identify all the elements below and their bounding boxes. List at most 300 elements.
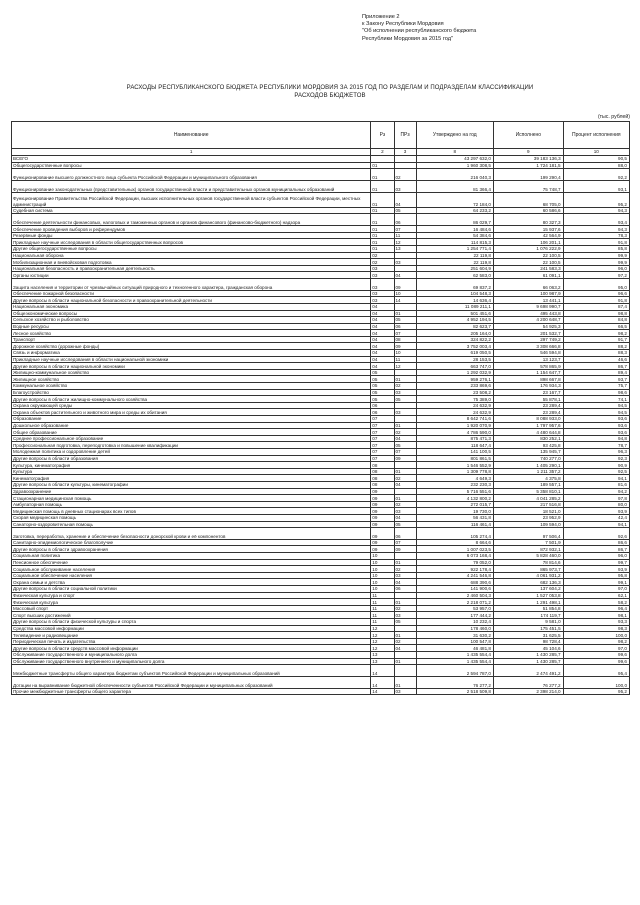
row-executed-cell: 872 932,1 <box>493 546 563 553</box>
row-name-cell: Физическая культура <box>12 599 371 606</box>
row-pr-cell: 02 <box>394 383 416 390</box>
table-row <box>12 169 630 181</box>
table-row <box>12 462 630 469</box>
row-percent-cell: 94,8 <box>563 435 629 442</box>
table-row <box>12 429 630 436</box>
row-executed-cell: 4 375,8 <box>493 475 563 482</box>
row-percent-cell: 95,2 <box>563 688 629 695</box>
row-approved-cell: 4 952 194,5 <box>416 317 493 324</box>
appendix-line: "Об исполнении республиканского бюджета <box>362 28 477 35</box>
row-pr-cell <box>394 651 416 658</box>
row-approved-cell: 501 451,6 <box>416 310 493 317</box>
row-percent-cell: 96,3 <box>563 448 629 455</box>
row-executed-cell: 1 405 290,1 <box>493 462 563 469</box>
row-approved-cell: 1 309 778,8 <box>416 468 493 475</box>
row-executed-cell: 106 201,1 <box>493 239 563 246</box>
row-percent-cell: 91,8 <box>563 239 629 246</box>
row-pr-cell <box>394 162 416 169</box>
row-pr-cell <box>394 488 416 495</box>
table-row <box>12 566 630 573</box>
table-row <box>12 162 630 169</box>
row-executed-cell: 174 119,7 <box>493 612 563 619</box>
table-row <box>12 488 630 495</box>
row-rz-cell: 01 <box>371 169 394 181</box>
row-name-cell: Обеспечение проведения выборов и референдумов <box>12 226 371 233</box>
row-approved-cell: 1 292 032,9 <box>416 369 493 376</box>
table-row <box>12 317 630 324</box>
row-name-cell: Дошкольное образование <box>12 422 371 429</box>
row-executed-cell: 137 604,2 <box>493 586 563 593</box>
table-row <box>12 369 630 376</box>
row-percent-cell: 95,8 <box>563 572 629 579</box>
row-approved-cell: 2 218 071,2 <box>416 599 493 606</box>
row-executed-cell: 1 724 181,5 <box>493 162 563 169</box>
table-header-row <box>12 122 630 149</box>
row-rz-cell: 01 <box>371 232 394 239</box>
row-rz-cell: 12 <box>371 638 394 645</box>
row-approved-cell: 24 632,9 <box>416 402 493 409</box>
table-row <box>12 330 630 337</box>
row-rz-cell: 09 <box>371 514 394 521</box>
table-row <box>12 214 630 226</box>
row-rz-cell: 11 <box>371 605 394 612</box>
row-name-cell: Обслуживание государственного и муниципального долга <box>12 651 371 658</box>
row-percent-cell: 84,8 <box>563 317 629 324</box>
table-row <box>12 232 630 239</box>
row-percent-cell: 93,9 <box>563 566 629 573</box>
row-percent-cell: 96,6 <box>563 290 629 297</box>
row-rz-cell: 07 <box>371 435 394 442</box>
table-row <box>12 310 630 317</box>
units-label: (тыс. рублей) <box>597 114 630 120</box>
row-approved-cell: 53 957,0 <box>416 605 493 612</box>
row-approved-cell: 81 366,4 <box>416 180 493 192</box>
row-percent-cell: 93,6 <box>563 416 629 423</box>
row-approved-cell: 22 119,8 <box>416 259 493 266</box>
row-executed-cell: 189 557,1 <box>493 481 563 488</box>
row-approved-cell: 324 822,2 <box>416 336 493 343</box>
row-name-cell: Амбулаторная помощь <box>12 501 371 508</box>
row-executed-cell: 241 583,3 <box>493 265 563 272</box>
row-executed-cell: 578 865,9 <box>493 363 563 370</box>
row-percent-cell: 74,1 <box>563 396 629 403</box>
column-number: 1 <box>12 149 371 156</box>
row-name-cell: Скорая медицинская помощь <box>12 514 371 521</box>
table-row <box>12 265 630 272</box>
table-row <box>12 619 630 626</box>
row-pr-cell: 05 <box>394 317 416 324</box>
row-pr-cell: 06 <box>394 586 416 593</box>
row-name-cell: Прикладные научные исследования в области общегосударственных вопросов <box>12 239 371 246</box>
appendix-line: Республики Мордовия за 2015 год" <box>362 35 454 42</box>
row-percent-cell: 90,5 <box>563 156 629 163</box>
row-percent-cell: 88,3 <box>563 350 629 357</box>
row-approved-cell: 72 184,0 <box>416 192 493 207</box>
header-pr: ПРз <box>394 122 416 149</box>
row-executed-cell: 13 441,1 <box>493 297 563 304</box>
row-pr-cell <box>394 265 416 272</box>
row-approved-cell: 28 153,5 <box>416 356 493 363</box>
row-rz-cell: 13 <box>371 651 394 658</box>
row-approved-cell: 141 100,5 <box>416 448 493 455</box>
row-approved-cell: 22 119,8 <box>416 252 493 259</box>
row-percent-cell: 88,2 <box>563 343 629 350</box>
row-executed-cell: 740 277,0 <box>493 455 563 462</box>
row-approved-cell: 10 232,4 <box>416 619 493 626</box>
row-pr-cell: 04 <box>394 514 416 521</box>
row-pr-cell: 01 <box>394 559 416 566</box>
row-name-cell: Сельское хозяйство и рыболовство <box>12 317 371 324</box>
row-percent-cell: 94,1 <box>563 521 629 528</box>
table-row <box>12 442 630 449</box>
row-approved-cell: 1 920 070,9 <box>416 422 493 429</box>
row-percent-cell: 92,3 <box>563 455 629 462</box>
row-percent-cell: 96,0 <box>563 265 629 272</box>
row-executed-cell: 23 167,7 <box>493 389 563 396</box>
table-row <box>12 356 630 363</box>
row-executed-cell: 1 527 053,8 <box>493 592 563 599</box>
row-rz-cell: 08 <box>371 481 394 488</box>
row-name-cell: Образование <box>12 416 371 423</box>
table-row <box>12 521 630 528</box>
row-approved-cell: 76 277,2 <box>416 676 493 688</box>
row-name-cell: Функционирование законодательных (представительных) органов государственной власти и представительных органов муниципальных образований <box>12 180 371 192</box>
row-executed-cell: 22 100,5 <box>493 252 563 259</box>
table-row <box>12 402 630 409</box>
row-percent-cell: 93,6 <box>563 429 629 436</box>
row-approved-cell: 64 233,2 <box>416 207 493 214</box>
row-pr-cell <box>394 462 416 469</box>
row-executed-cell: 55 878,1 <box>493 396 563 403</box>
row-name-cell: Дорожное хозяйство (дорожные фонды) <box>12 343 371 350</box>
table-row <box>12 245 630 252</box>
table-row <box>12 422 630 429</box>
row-pr-cell: 04 <box>394 192 416 207</box>
row-executed-cell: 2 398 214,0 <box>493 688 563 695</box>
row-rz-cell: 02 <box>371 252 394 259</box>
table-row <box>12 409 630 416</box>
row-executed-cell: 51 854,8 <box>493 605 563 612</box>
row-percent-cell: 97,0 <box>563 586 629 593</box>
row-percent-cell: 95,0 <box>563 278 629 290</box>
row-executed-cell: 217 516,8 <box>493 501 563 508</box>
row-pr-cell <box>394 625 416 632</box>
table-row <box>12 323 630 330</box>
row-rz-cell: 04 <box>371 303 394 310</box>
row-rz-cell: 03 <box>371 265 394 272</box>
row-rz-cell: 04 <box>371 350 394 357</box>
row-rz-cell: 09 <box>371 539 394 546</box>
row-rz-cell: 02 <box>371 259 394 266</box>
row-executed-cell: 98 728,4 <box>493 638 563 645</box>
row-approved-cell: 233 869,6 <box>416 383 493 390</box>
row-executed-cell: 199 290,4 <box>493 169 563 181</box>
row-pr-cell: 14 <box>394 297 416 304</box>
row-percent-cell: 93,1 <box>563 180 629 192</box>
row-executed-cell: 23 289,4 <box>493 409 563 416</box>
table-row <box>12 239 630 246</box>
row-rz-cell: 10 <box>371 579 394 586</box>
row-executed-cell: 80 327,3 <box>493 214 563 226</box>
row-rz-cell: 01 <box>371 245 394 252</box>
row-executed-cell: 61 091,1 <box>493 272 563 279</box>
row-executed-cell: 1 430 285,7 <box>493 658 563 665</box>
header-rz: Рз <box>371 122 394 149</box>
row-executed-cell: 76 277,2 <box>493 676 563 688</box>
row-approved-cell: 75 389,0 <box>416 396 493 403</box>
row-name-cell: Национальная безопасность и правоохранительная деятельность <box>12 265 371 272</box>
row-percent-cell: 87,4 <box>563 303 629 310</box>
row-name-cell: Спорт высших достижений <box>12 612 371 619</box>
row-percent-cell: 95,2 <box>563 192 629 207</box>
row-name-cell: Мобилизационная и вневойсковая подготовка <box>12 259 371 266</box>
row-pr-cell: 03 <box>394 572 416 579</box>
row-executed-cell: 4 061 931,2 <box>493 572 563 579</box>
row-name-cell: Другие вопросы в области социальной политики <box>12 586 371 593</box>
row-executed-cell: 1 211 357,2 <box>493 468 563 475</box>
row-executed-cell: 18 521,0 <box>493 508 563 515</box>
row-executed-cell: 4 480 644,8 <box>493 429 563 436</box>
row-percent-cell: 97,0 <box>563 645 629 652</box>
row-approved-cell: 6 073 168,4 <box>416 553 493 560</box>
table-row <box>12 207 630 214</box>
row-pr-cell <box>394 156 416 163</box>
row-executed-cell: 100 987,9 <box>493 290 563 297</box>
row-pr-cell: 09 <box>394 278 416 290</box>
row-rz-cell: 11 <box>371 619 394 626</box>
row-executed-cell: 66 063,2 <box>493 278 563 290</box>
row-approved-cell: 56 431,8 <box>416 514 493 521</box>
table-row <box>12 389 630 396</box>
row-approved-cell: 1 435 554,4 <box>416 651 493 658</box>
table-row <box>12 156 630 163</box>
row-name-cell: Другие вопросы в области средств массовой информации <box>12 645 371 652</box>
row-approved-cell: 82 623,7 <box>416 323 493 330</box>
row-executed-cell: 865 973,7 <box>493 566 563 573</box>
row-executed-cell: 1 797 957,6 <box>493 422 563 429</box>
row-pr-cell: 02 <box>394 638 416 645</box>
row-percent-cell: 90,9 <box>563 462 629 469</box>
row-name-cell: Жилищно-коммунальное хозяйство <box>12 369 371 376</box>
row-pr-cell: 12 <box>394 363 416 370</box>
row-executed-cell: 1 291 498,1 <box>493 599 563 606</box>
row-approved-cell: 4 786 590,0 <box>416 429 493 436</box>
row-approved-cell: 141 900,6 <box>416 586 493 593</box>
row-rz-cell: 04 <box>371 310 394 317</box>
row-rz-cell: 14 <box>371 665 394 677</box>
row-percent-cell: 62,1 <box>563 592 629 599</box>
appendix-line: к Закону Республики Мордовия <box>362 21 444 28</box>
table-row <box>12 495 630 502</box>
table-row <box>12 592 630 599</box>
row-rz-cell: 04 <box>371 363 394 370</box>
row-pr-cell: 11 <box>394 232 416 239</box>
row-executed-cell: 830 252,1 <box>493 435 563 442</box>
row-pr-cell: 05 <box>394 396 416 403</box>
row-percent-cell: 94,5 <box>563 409 629 416</box>
row-approved-cell: 2 460 504,3 <box>416 592 493 599</box>
row-executed-cell: 1 076 222,9 <box>493 245 563 252</box>
row-name-cell: Связь и информатика <box>12 350 371 357</box>
row-name-cell: Функционирование Правительства Российской Федерации, высших исполнительных органов государственной власти субъектов Российской Федерации, местных администраций <box>12 192 371 207</box>
table-row <box>12 416 630 423</box>
row-executed-cell: 1 154 647,7 <box>493 369 563 376</box>
header-executed: Исполнено <box>493 122 563 149</box>
table-row <box>12 599 630 606</box>
row-approved-cell: 2 518 509,8 <box>416 688 493 695</box>
row-rz-cell: 04 <box>371 343 394 350</box>
row-name-cell: Культура, кинематография <box>12 462 371 469</box>
document-title <box>20 85 640 100</box>
row-approved-cell: 86 029,7 <box>416 214 493 226</box>
header-name: Наименование <box>12 122 371 149</box>
row-name-cell: Массовый спорт <box>12 605 371 612</box>
row-percent-cell: 94,3 <box>563 207 629 214</box>
row-name-cell: Другие общегосударственные вопросы <box>12 245 371 252</box>
row-rz-cell: 12 <box>371 645 394 652</box>
row-percent-cell: 93,6 <box>563 422 629 429</box>
row-approved-cell: 11 089 211,1 <box>416 303 493 310</box>
row-pr-cell: 03 <box>394 612 416 619</box>
row-pr-cell: 02 <box>394 475 416 482</box>
row-rz-cell: 11 <box>371 592 394 599</box>
row-rz-cell: 12 <box>371 632 394 639</box>
row-pr-cell: 03 <box>394 389 416 396</box>
row-rz-cell: 03 <box>371 278 394 290</box>
table-row <box>12 625 630 632</box>
row-rz-cell: 07 <box>371 455 394 462</box>
row-approved-cell: 23 508,2 <box>416 389 493 396</box>
row-executed-cell: 45 104,6 <box>493 645 563 652</box>
row-percent-cell: 96,4 <box>563 605 629 612</box>
row-rz-cell: 01 <box>371 207 394 214</box>
row-executed-cell: 42 564,9 <box>493 232 563 239</box>
row-approved-cell: 105 274,4 <box>416 528 493 540</box>
row-executed-cell: 97 506,4 <box>493 528 563 540</box>
row-approved-cell: 4 241 546,8 <box>416 572 493 579</box>
row-executed-cell: 546 594,8 <box>493 350 563 357</box>
row-executed-cell: 75 748,7 <box>493 180 563 192</box>
row-pr-cell: 10 <box>394 290 416 297</box>
table-row <box>12 612 630 619</box>
table-row <box>12 272 630 279</box>
row-name-cell: Другие вопросы в области жилищно-коммунального хозяйства <box>12 396 371 403</box>
table-row <box>12 508 630 515</box>
row-name-cell: Профессиональная подготовка, переподготовка и повышение квалификации <box>12 442 371 449</box>
row-name-cell: Социальное обеспечение населения <box>12 572 371 579</box>
table-row <box>12 559 630 566</box>
row-percent-cell: 99,7 <box>563 559 629 566</box>
row-name-cell: Судебная система <box>12 207 371 214</box>
row-approved-cell: 16 484,6 <box>416 226 493 233</box>
row-name-cell: Другие вопросы в области национальной безопасности и правоохранительной деятельности <box>12 297 371 304</box>
table-row <box>12 638 630 645</box>
row-percent-cell: 99,6 <box>563 651 629 658</box>
row-rz-cell: 07 <box>371 422 394 429</box>
row-rz-cell: 14 <box>371 676 394 688</box>
row-approved-cell: 688 390,6 <box>416 579 493 586</box>
row-rz-cell: 04 <box>371 356 394 363</box>
table-body <box>12 156 630 695</box>
row-percent-cell: 94,5 <box>563 402 629 409</box>
appendix-note <box>362 14 476 43</box>
title-line: РАСХОДЫ РЕСПУБЛИКАНСКОГО БЮДЖЕТА РЕСПУБЛИКИ МОРДОВИЯ ЗА 2015 ГОД ПО РАЗДЕЛАМ И ПОДРАЗДЕЛАМ КЛАССИФИКАЦИИ <box>126 85 534 91</box>
row-percent-cell: 97,2 <box>563 272 629 279</box>
row-approved-cell: 205 164,0 <box>416 330 493 337</box>
header-approved: Утверждено на год <box>416 122 493 149</box>
row-name-cell: Стационарная медицинская помощь <box>12 495 371 502</box>
row-executed-cell: 175 451,5 <box>493 625 563 632</box>
row-pr-cell: 04 <box>394 435 416 442</box>
row-name-cell: Межбюджетные трансферты общего характера бюджетам субъектов Российской Федерации и муниципальных образований <box>12 665 371 677</box>
row-pr-cell: 03 <box>394 508 416 515</box>
appendix-line: Приложение 2 <box>362 14 400 20</box>
table-row <box>12 514 630 521</box>
row-approved-cell: 1 254 771,4 <box>416 245 493 252</box>
row-approved-cell: 8 642 741,6 <box>416 416 493 423</box>
row-percent-cell: 80,0 <box>563 501 629 508</box>
row-approved-cell: 232 230,3 <box>416 481 493 488</box>
table-row <box>12 455 630 462</box>
row-executed-cell: 31 625,5 <box>493 632 563 639</box>
table-row <box>12 303 630 310</box>
row-pr-cell: 01 <box>394 495 416 502</box>
row-rz-cell: 05 <box>371 369 394 376</box>
table-row <box>12 180 630 192</box>
row-percent-cell: 66,5 <box>563 323 629 330</box>
row-rz-cell: 01 <box>371 239 394 246</box>
row-executed-cell: 54 925,3 <box>493 323 563 330</box>
row-percent-cell: 93,4 <box>563 214 629 226</box>
row-executed-cell: 1 430 285,7 <box>493 651 563 658</box>
row-pr-cell: 01 <box>394 658 416 665</box>
row-percent-cell: 46,6 <box>563 356 629 363</box>
row-name-cell: Водные ресурсы <box>12 323 371 330</box>
row-approved-cell: 19 730,0 <box>416 508 493 515</box>
row-name-cell: Обеспечение деятельности финансовых, налоговых и таможенных органов и органов финансового (финансово-бюджетного) надзора <box>12 214 371 226</box>
row-approved-cell: 69 837,2 <box>416 278 493 290</box>
row-rz-cell: 04 <box>371 317 394 324</box>
row-pr-cell: 01 <box>394 676 416 688</box>
row-rz-cell: 01 <box>371 180 394 192</box>
table-row <box>12 688 630 695</box>
row-rz-cell: 01 <box>371 226 394 233</box>
row-rz-cell: 07 <box>371 429 394 436</box>
row-approved-cell: 46 481,8 <box>416 645 493 652</box>
row-rz-cell: 05 <box>371 376 394 383</box>
row-rz-cell: 10 <box>371 572 394 579</box>
row-pr-cell: 07 <box>394 448 416 455</box>
row-rz-cell: 05 <box>371 396 394 403</box>
row-name-cell: Среднее профессиональное образование <box>12 435 371 442</box>
row-name-cell: Здравоохранение <box>12 488 371 495</box>
row-approved-cell: 875 471,3 <box>416 435 493 442</box>
row-approved-cell: 959 276,1 <box>416 376 493 383</box>
table-row <box>12 343 630 350</box>
column-number: 8 <box>416 149 493 156</box>
table-row <box>12 586 630 593</box>
row-executed-cell: 9 698 990,7 <box>493 303 563 310</box>
row-executed-cell: 13 123,7 <box>493 356 563 363</box>
row-percent-cell: 93,7 <box>563 376 629 383</box>
row-pr-cell <box>394 402 416 409</box>
row-name-cell: Охрана семьи и детства <box>12 579 371 586</box>
row-rz-cell: 03 <box>371 297 394 304</box>
row-name-cell: Заготовка, переработка, хранение и обеспечение безопасности донорской крови и её компонентов <box>12 528 371 540</box>
row-name-cell: Прочие межбюджетные трансферты общего характера <box>12 688 371 695</box>
row-percent-cell: 91,7 <box>563 336 629 343</box>
row-pr-cell: 09 <box>394 343 416 350</box>
